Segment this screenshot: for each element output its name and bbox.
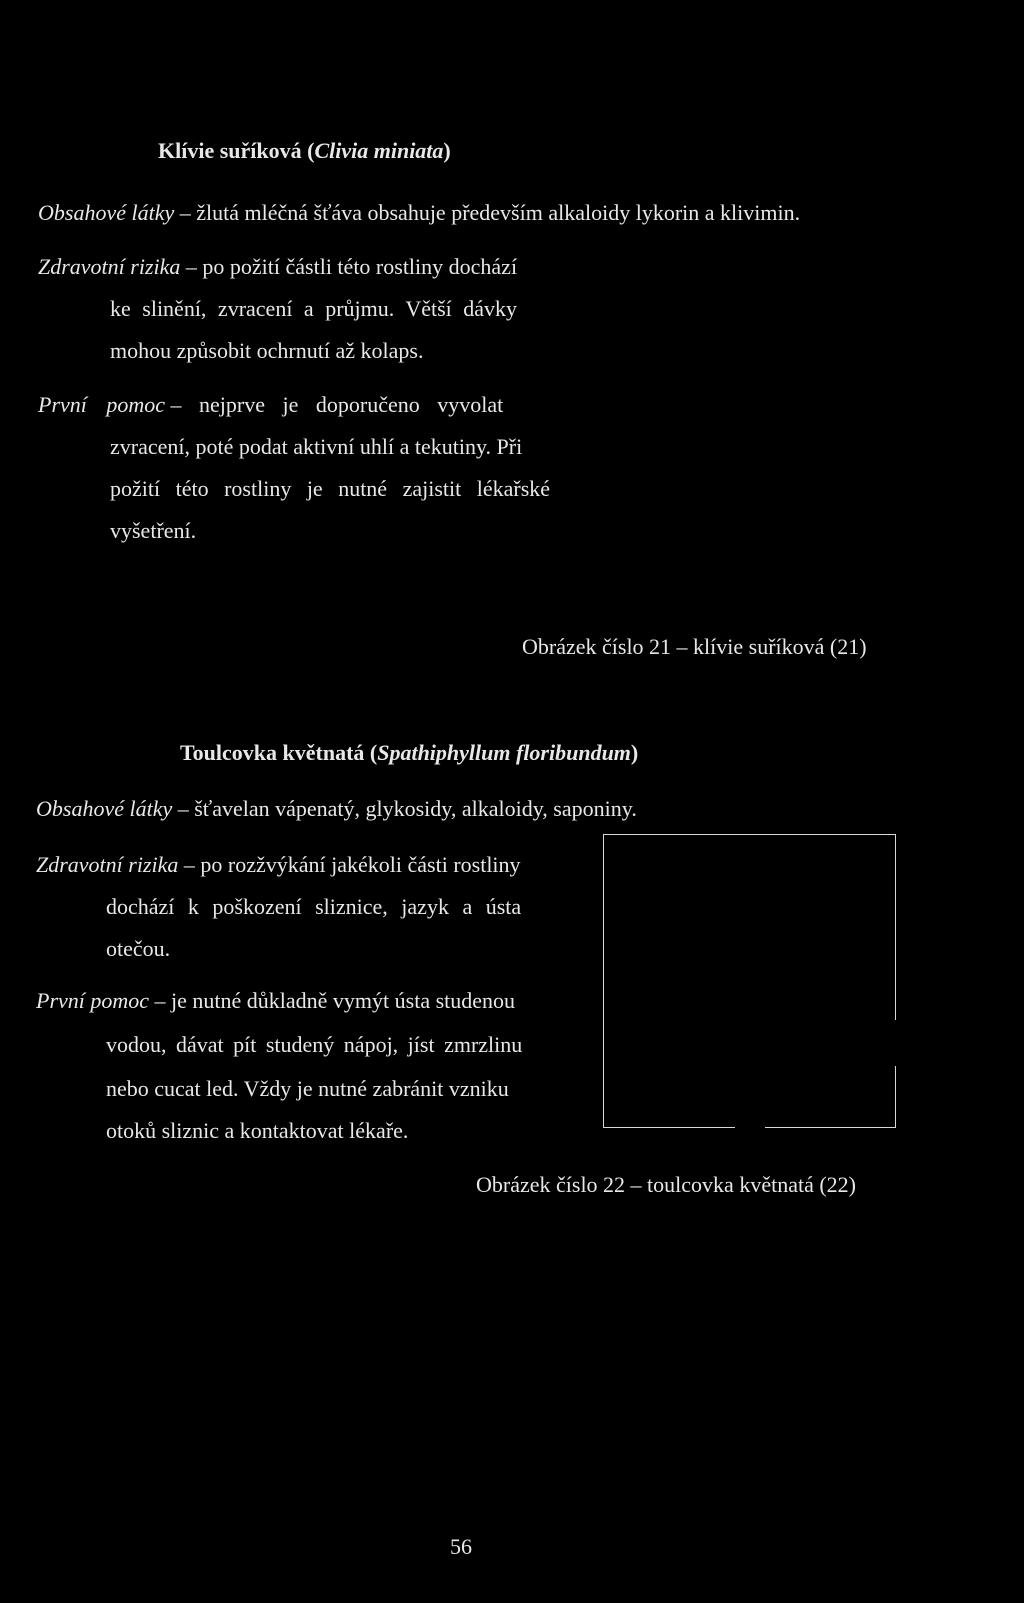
section2-content-text: – šťavelan vápenatý, glykosidy, alkaloidy, saponiny. (177, 796, 637, 821)
section1-risk-line1 (38, 254, 517, 280)
section2-risk-text1: – po rozžvýkání jakékoli části rostliny (183, 852, 521, 877)
section2-risk-line1 (36, 852, 521, 878)
page-number: 56 (450, 1534, 472, 1559)
section2-aid-line1 (36, 988, 515, 1014)
section1-content-paragraph (38, 200, 800, 226)
section2-risk-line2: dochází k poškození sliznice, jazyk a ústa (106, 894, 522, 919)
section2-aid-line3: nebo cucat led. Vždy je nutné zabránit vzniku (106, 1076, 509, 1101)
section2-title-plain: Toulcovka květnatá ( (180, 740, 378, 765)
section1-aid-line1 (38, 392, 503, 418)
figure-21-caption: Obrázek číslo 21 – klívie suříková (21) (522, 634, 867, 659)
figure-22-caption: Obrázek číslo 22 – toulcovka květnatá (22) (476, 1172, 856, 1197)
figure-22-frame-gap-right (890, 1020, 900, 1066)
figure-22-image-frame (603, 834, 896, 1128)
section1-risk-text1: – po požití částli této rostliny dochází (185, 254, 518, 279)
section1-aid-text1: – nejprve je doporučeno vyvolat (170, 392, 504, 417)
section1-title (158, 138, 451, 164)
section1-title-close: ) (443, 138, 451, 163)
section1-aid-label: První pomoc (38, 392, 166, 417)
section1-risk-line3: mohou způsobit ochrnutí až kolaps. (110, 338, 424, 363)
section2-content-label: Obsahové látky (36, 796, 173, 821)
section2-aid-label: První pomoc (36, 988, 150, 1013)
section1-risk-line2: ke slinění, zvracení a průjmu. Větší dávky (110, 296, 518, 321)
section1-content-text: – žlutá mléčná šťáva obsahuje především alkaloidy lykorin a klivimin. (179, 200, 801, 225)
section2-title (180, 740, 638, 766)
section1-risk-label: Zdravotní rizika (38, 254, 181, 279)
section2-title-close: ) (630, 740, 639, 765)
section2-aid-line2: vodou, dávat pít studený nápoj, jíst zmrzlinu (106, 1032, 523, 1057)
section2-aid-text1: – je nutné důkladně vymýt ústa studenou (154, 988, 516, 1013)
section1-content-label: Obsahové látky (38, 200, 175, 225)
section2-risk-line3: otečou. (106, 936, 171, 961)
section2-aid-line4: otoků sliznic a kontaktovat lékaře. (106, 1118, 409, 1143)
section1-title-plain: Klívie suříková ( (158, 138, 315, 163)
section1-aid-line4: vyšetření. (110, 518, 197, 543)
section2-risk-label: Zdravotní rizika (36, 852, 179, 877)
section2-content-paragraph (36, 796, 637, 822)
figure-22-frame-gap-bottom (735, 1120, 765, 1130)
section2-title-latin: Spathiphyllum floribundum (377, 740, 631, 765)
section1-title-latin: Clivia miniata (314, 138, 444, 163)
section1-aid-line3: požití této rostliny je nutné zajistit lékařské (110, 476, 551, 501)
section1-aid-line2: zvracení, poté podat aktivní uhlí a tekutiny. Při (110, 434, 523, 459)
